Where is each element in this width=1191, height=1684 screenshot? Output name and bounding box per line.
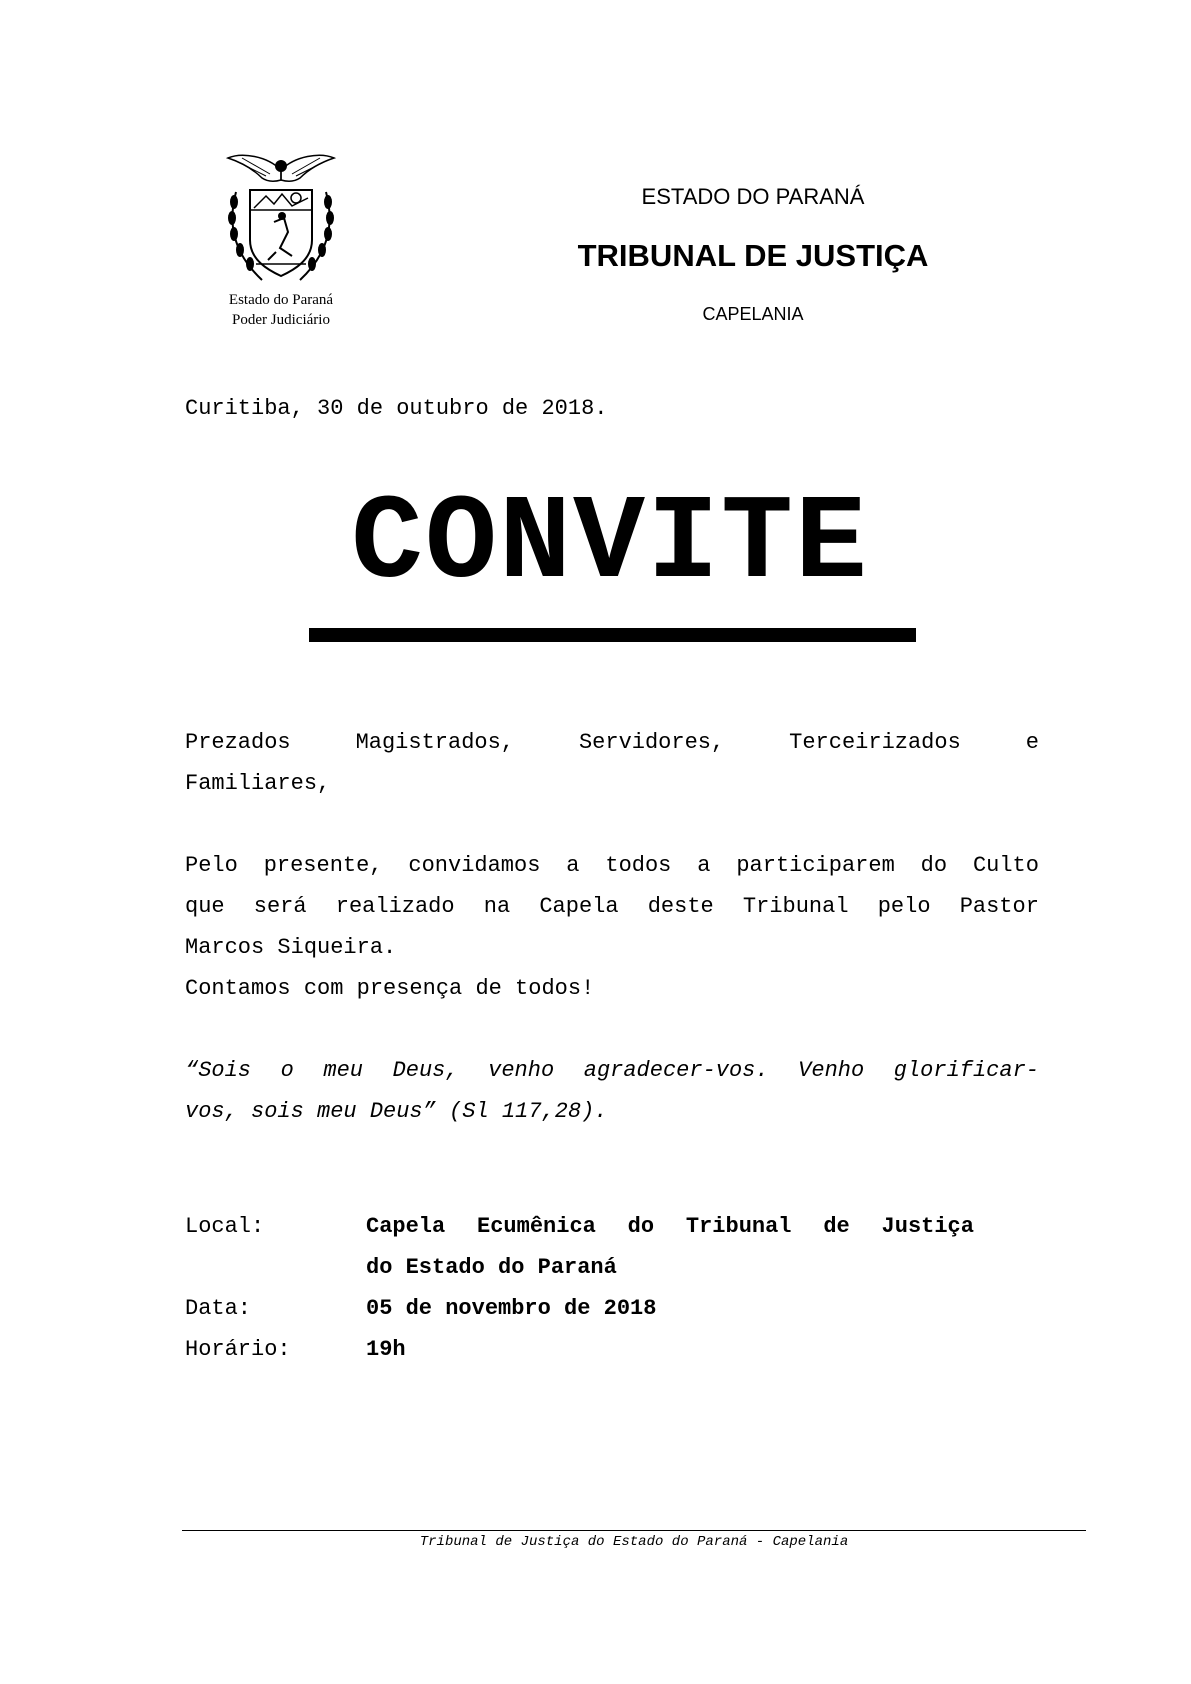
seal-caption-state: Estado do Paraná bbox=[228, 292, 334, 308]
seal-caption-judiciary: Poder Judiciário bbox=[232, 312, 330, 328]
word: Pastor bbox=[959, 894, 1039, 919]
word: pelo bbox=[877, 894, 931, 919]
word: será bbox=[253, 894, 307, 919]
word: glorificar- bbox=[893, 1058, 1039, 1083]
word: Capela bbox=[366, 1214, 446, 1239]
quote-line-1 bbox=[185, 1050, 1039, 1091]
word: presente, bbox=[263, 853, 383, 878]
header-state: ESTADO DO PARANÁ bbox=[641, 184, 865, 209]
word: Magistrados, bbox=[355, 730, 515, 755]
psalm-quote bbox=[185, 1050, 1039, 1132]
local-value-line-1 bbox=[366, 1214, 974, 1239]
word: deste bbox=[647, 894, 714, 919]
greeting-paragraph bbox=[185, 722, 1039, 804]
coat-of-arms-icon bbox=[222, 152, 340, 290]
word: Terceirizados bbox=[789, 730, 961, 755]
word: Culto bbox=[972, 853, 1039, 878]
word: Ecumênica bbox=[477, 1214, 596, 1239]
word: todos bbox=[605, 853, 672, 878]
body-line-4: Contamos com presença de todos! bbox=[185, 976, 595, 1001]
date-value: 05 de novembro de 2018 bbox=[366, 1296, 657, 1321]
word: que bbox=[185, 894, 225, 919]
word: Venho bbox=[798, 1058, 865, 1083]
word: agradecer-vos. bbox=[583, 1058, 769, 1083]
word: Tribunal bbox=[742, 894, 849, 919]
word: do bbox=[920, 853, 948, 878]
invitation-title: CONVITE bbox=[350, 477, 870, 613]
body-line-2 bbox=[185, 886, 1039, 927]
header-court: TRIBUNAL DE JUSTIÇA bbox=[577, 238, 929, 273]
date-label: Data: bbox=[185, 1296, 252, 1321]
header-department: CAPELANIA bbox=[702, 304, 804, 324]
word: a bbox=[566, 853, 580, 878]
greeting-line-2: Familiares, bbox=[185, 771, 331, 796]
body-line-1 bbox=[185, 845, 1039, 886]
word: Justiça bbox=[881, 1214, 974, 1239]
body-paragraph bbox=[185, 845, 1039, 1009]
coat-of-arms-seal bbox=[222, 152, 340, 290]
word: “Sois bbox=[185, 1058, 252, 1083]
footer-text: Tribunal de Justiça do Estado do Paraná - Capelania bbox=[419, 1534, 849, 1550]
word: participarem bbox=[736, 853, 895, 878]
local-label: Local: bbox=[185, 1214, 265, 1239]
word: Tribunal bbox=[685, 1214, 792, 1239]
time-label: Horário: bbox=[185, 1337, 291, 1362]
word: venho bbox=[488, 1058, 555, 1083]
time-value: 19h bbox=[366, 1337, 406, 1362]
word: Deus, bbox=[392, 1058, 459, 1083]
word: a bbox=[697, 853, 711, 878]
footer-rule bbox=[182, 1530, 1086, 1531]
word: meu bbox=[323, 1058, 363, 1083]
word: Capela bbox=[539, 894, 619, 919]
word: na bbox=[483, 894, 511, 919]
greeting-line-1 bbox=[185, 722, 1039, 763]
word: Servidores, bbox=[578, 730, 725, 755]
local-value-line-2: do Estado do Paraná bbox=[366, 1255, 617, 1280]
word: de bbox=[823, 1214, 850, 1239]
word: e bbox=[1025, 730, 1039, 755]
title-underline bbox=[309, 628, 916, 642]
date-line: Curitiba, 30 de outubro de 2018. bbox=[185, 396, 608, 421]
word: Pelo bbox=[185, 853, 238, 878]
body-line-3: Marcos Siqueira. bbox=[185, 935, 397, 960]
word: do bbox=[627, 1214, 655, 1239]
word: convidamos bbox=[408, 853, 541, 878]
word: realizado bbox=[335, 894, 455, 919]
quote-line-2: vos, sois meu Deus” (Sl 117,28). bbox=[185, 1099, 608, 1124]
word: o bbox=[280, 1058, 294, 1083]
word: Prezados bbox=[185, 730, 291, 755]
